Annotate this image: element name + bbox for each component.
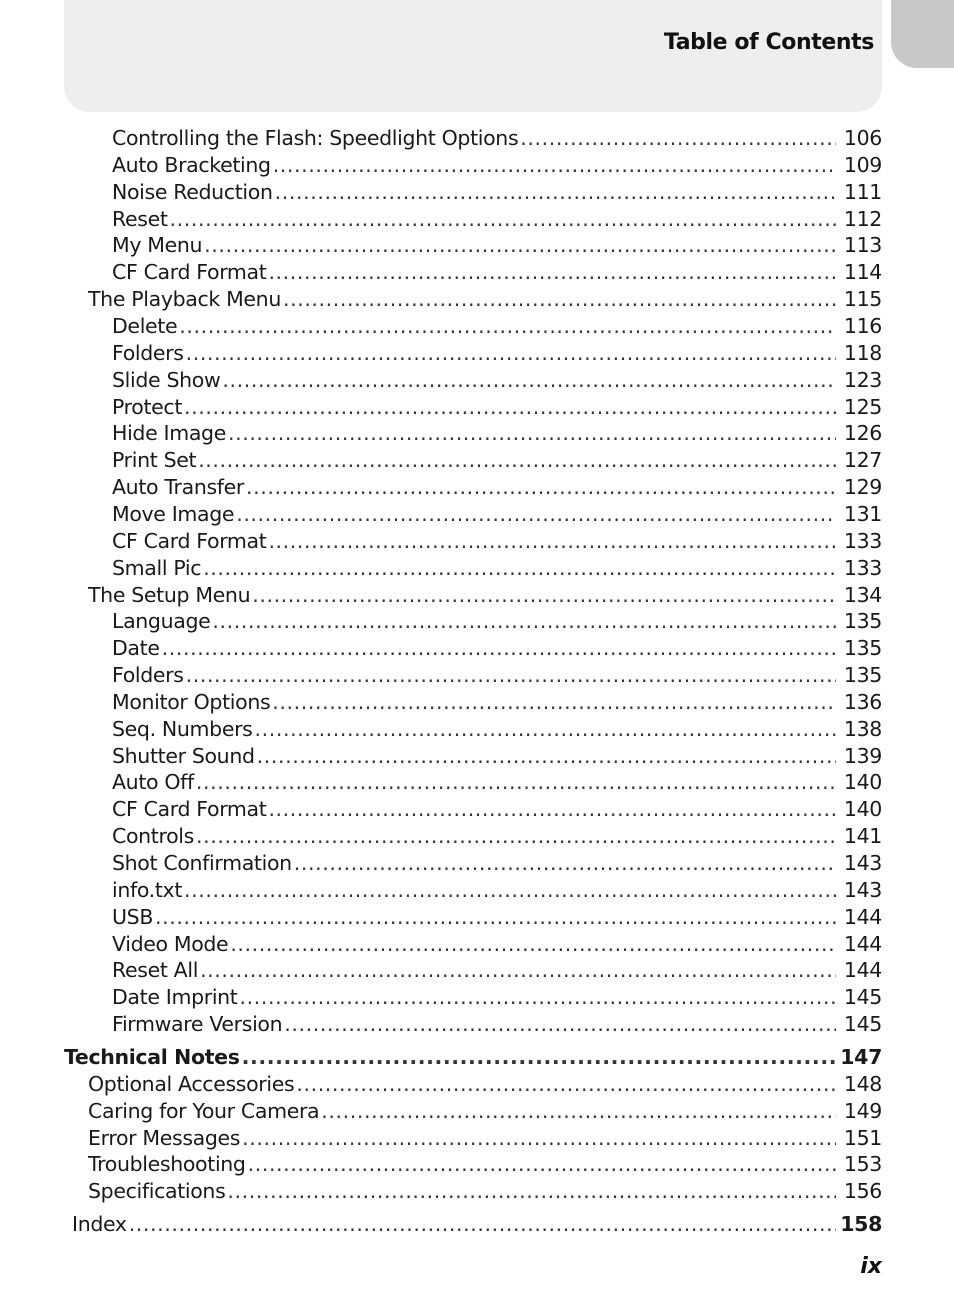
corner-tab <box>891 0 954 68</box>
toc-entry-page: 141 <box>843 824 882 849</box>
toc-dot-leader <box>196 823 836 850</box>
toc-dot-leader <box>268 528 836 555</box>
toc-entry-label: info.txt <box>112 877 183 902</box>
toc-dot-leader <box>275 179 836 206</box>
toc-entry[interactable] <box>112 394 882 421</box>
toc-entry[interactable] <box>112 823 882 850</box>
toc-entry-page: 147 <box>840 1044 882 1069</box>
toc-entry[interactable] <box>112 206 882 233</box>
toc-dot-leader <box>321 1098 836 1125</box>
toc-dot-leader <box>204 232 836 259</box>
toc-dot-leader <box>283 286 836 313</box>
toc-entry[interactable] <box>112 313 882 340</box>
toc-dot-leader <box>296 1071 836 1098</box>
toc-entry-label: CF Card Format <box>112 797 267 822</box>
toc-entry[interactable] <box>112 850 882 877</box>
toc-entry[interactable] <box>112 259 882 286</box>
toc-entry[interactable] <box>112 769 882 796</box>
toc-dot-leader <box>242 1044 836 1071</box>
toc-entry-page: 143 <box>843 877 882 902</box>
toc-entry[interactable] <box>88 1098 882 1125</box>
toc-entry-page: 118 <box>843 340 882 365</box>
toc-entry-label: Folders <box>112 663 184 687</box>
toc-entry-label: Protect <box>112 394 183 419</box>
toc-entry-page: 138 <box>843 716 882 741</box>
toc-entry-page: 125 <box>843 394 882 419</box>
toc-dot-leader <box>230 931 836 958</box>
toc-dot-leader <box>242 1125 836 1152</box>
page-title: Table of Contents <box>663 30 874 55</box>
toc-entry-page: 145 <box>843 1012 882 1037</box>
toc-entry[interactable] <box>112 555 882 582</box>
toc-dot-leader <box>179 313 836 340</box>
toc-dot-leader <box>228 420 836 447</box>
toc-dot-leader <box>520 125 836 152</box>
toc-entry-label: Move Image <box>112 501 235 526</box>
toc-dot-leader <box>284 1011 836 1038</box>
toc-dot-leader <box>268 796 836 823</box>
toc-entry-page: 115 <box>843 287 882 312</box>
toc-entry-label: CF Card Format <box>112 260 267 285</box>
toc-entry-page: 112 <box>843 206 882 231</box>
toc-entry[interactable] <box>112 367 882 394</box>
toc-entry-label: Noise Reduction <box>112 179 273 204</box>
toc-entry-page: 140 <box>843 770 882 795</box>
toc-entry[interactable] <box>112 420 882 447</box>
toc-entry-label: Reset All <box>112 958 199 983</box>
toc-dot-leader <box>240 984 837 1011</box>
toc-entry-label: Shot Confirmation <box>112 851 292 875</box>
toc-dot-leader <box>170 206 836 233</box>
toc-entry[interactable] <box>72 1211 882 1238</box>
toc-entry-page: 127 <box>843 448 882 473</box>
toc-entry-label: Date Imprint <box>112 985 238 1010</box>
toc-dot-leader <box>248 1151 836 1178</box>
toc-entry[interactable] <box>112 232 882 259</box>
toc-dot-leader <box>184 394 836 421</box>
toc-entry[interactable] <box>112 152 882 179</box>
toc-entry[interactable] <box>88 286 882 313</box>
toc-entry-page: 144 <box>843 904 882 929</box>
toc-entry-page: 135 <box>843 636 882 661</box>
toc-entry[interactable] <box>112 662 882 689</box>
toc-entry-label: Specifications <box>88 1179 226 1204</box>
toc-dot-leader <box>186 340 836 367</box>
toc-entry[interactable] <box>112 796 882 823</box>
toc-dot-leader <box>255 716 836 743</box>
toc-entry-label: Shutter Sound <box>112 743 255 768</box>
toc-entry-page: 114 <box>843 260 882 285</box>
toc-entry-page: 129 <box>843 475 882 500</box>
toc-entry-label: The Setup Menu <box>88 582 251 607</box>
toc-entry[interactable] <box>112 904 882 931</box>
toc-entry[interactable] <box>112 447 882 474</box>
toc-entry[interactable] <box>112 528 882 555</box>
toc-entry[interactable] <box>112 474 882 501</box>
toc-entry-label: Monitor Options <box>112 689 271 714</box>
toc-dot-leader <box>186 662 836 689</box>
page-number: ix <box>860 1254 882 1279</box>
toc-entry[interactable] <box>112 1011 882 1038</box>
toc-dot-leader <box>184 877 836 904</box>
toc-entry-page: 133 <box>843 528 882 553</box>
toc-entry[interactable] <box>112 689 882 716</box>
toc-entry-label: Small Pic <box>112 555 202 580</box>
toc-entry[interactable] <box>112 877 882 904</box>
toc-entry-label: Seq. Numbers <box>112 716 253 741</box>
toc-entry-label: Troubleshooting <box>88 1152 246 1177</box>
toc-entry-page: 136 <box>843 689 882 714</box>
toc-entry[interactable] <box>112 179 882 206</box>
toc-entry-page: 144 <box>843 958 882 983</box>
toc-entry-label: Reset <box>112 206 168 231</box>
toc-dot-leader <box>212 608 836 635</box>
toc-dot-leader <box>294 850 836 877</box>
toc-entry-page: 135 <box>843 663 882 687</box>
toc-entry-label: Controlling the Flash: Speedlight Options <box>112 126 519 150</box>
toc-entry-page: 134 <box>843 582 882 607</box>
toc-entry[interactable] <box>112 125 882 152</box>
toc-entry-label: Date <box>112 636 160 661</box>
toc-entry-page: 158 <box>840 1212 882 1236</box>
toc-dot-leader <box>257 743 836 770</box>
toc-entry-label: Hide Image <box>112 421 226 446</box>
toc-entry[interactable] <box>88 582 882 609</box>
toc-entry[interactable] <box>112 957 882 984</box>
toc-dot-leader <box>198 447 836 474</box>
toc-entry-page: 123 <box>843 367 882 392</box>
toc-entry-page: 111 <box>843 179 882 204</box>
toc-dot-leader <box>196 769 836 796</box>
toc-entry[interactable] <box>112 984 882 1011</box>
toc-dot-leader <box>155 904 836 931</box>
toc-entry-page: 156 <box>843 1179 882 1204</box>
toc-entry-page: 144 <box>843 931 882 956</box>
toc-entry-page: 116 <box>843 313 882 338</box>
toc-entry-label: Error Messages <box>88 1125 241 1150</box>
toc-dot-leader <box>222 367 836 394</box>
toc-dot-leader <box>129 1211 836 1238</box>
toc-entry-label: My Menu <box>112 233 203 258</box>
toc-entry-page: 113 <box>843 233 882 258</box>
toc-entry[interactable] <box>88 1178 882 1205</box>
toc-entry-page: 139 <box>843 743 882 768</box>
toc-entry-page: 126 <box>843 421 882 446</box>
header-band <box>64 0 882 112</box>
toc-entry-page: 143 <box>843 851 882 875</box>
toc-entry-label: Firmware Version <box>112 1012 283 1037</box>
toc-entry[interactable] <box>64 1044 882 1071</box>
toc-entry-page: 135 <box>843 609 882 634</box>
toc-dot-leader <box>203 555 836 582</box>
toc-entry-label: The Playback Menu <box>88 287 281 312</box>
toc-entry-label: Print Set <box>112 448 197 473</box>
toc-dot-leader <box>268 259 836 286</box>
toc-entry-page: 109 <box>843 152 882 177</box>
toc-entry-label: Delete <box>112 313 178 338</box>
toc-dot-leader <box>246 474 836 501</box>
toc-dot-leader <box>273 152 836 179</box>
toc-entry-label: Index <box>72 1212 127 1236</box>
toc-entry-label: Folders <box>112 340 184 365</box>
toc-entry-label: Auto Transfer <box>112 475 244 500</box>
toc-dot-leader <box>227 1178 836 1205</box>
toc-entry-label: CF Card Format <box>112 528 267 553</box>
toc-entry-label: Video Mode <box>112 931 229 956</box>
toc-entry-page: 133 <box>843 555 882 580</box>
toc-entry-page: 145 <box>843 985 882 1010</box>
toc-entry-label: Technical Notes <box>64 1044 240 1069</box>
toc-entry-label: Caring for Your Camera <box>88 1098 320 1123</box>
toc-entry[interactable] <box>112 635 882 662</box>
toc-dot-leader <box>162 635 836 662</box>
toc-dot-leader <box>252 582 836 609</box>
toc-entry[interactable] <box>112 501 882 528</box>
toc-dot-leader <box>236 501 836 528</box>
toc-entry-page: 148 <box>843 1071 882 1096</box>
toc-entry[interactable] <box>88 1125 882 1152</box>
toc-entry-page: 149 <box>843 1098 882 1123</box>
toc-entry[interactable] <box>112 340 882 367</box>
toc-entry-page: 131 <box>843 501 882 526</box>
toc-entry-label: Auto Off <box>112 770 194 795</box>
toc-dot-leader <box>200 957 836 984</box>
toc-entry-page: 153 <box>843 1152 882 1177</box>
toc-entry-label: Controls <box>112 824 194 849</box>
toc-entry-page: 106 <box>843 126 882 150</box>
toc-entry-label: Slide Show <box>112 367 221 392</box>
toc-entry-label: USB <box>112 904 154 929</box>
toc-entry[interactable] <box>112 931 882 958</box>
toc-entry-page: 140 <box>843 797 882 822</box>
toc-entry[interactable] <box>112 743 882 770</box>
toc-entry[interactable] <box>112 716 882 743</box>
toc-entry-label: Optional Accessories <box>88 1071 295 1096</box>
toc-entry[interactable] <box>88 1071 882 1098</box>
toc-entry[interactable] <box>88 1151 882 1178</box>
toc-entry-label: Language <box>112 609 211 634</box>
toc-entry-label: Auto Bracketing <box>112 152 271 177</box>
toc-dot-leader <box>272 689 836 716</box>
toc-entry-page: 151 <box>843 1125 882 1150</box>
toc-entry[interactable] <box>112 608 882 635</box>
